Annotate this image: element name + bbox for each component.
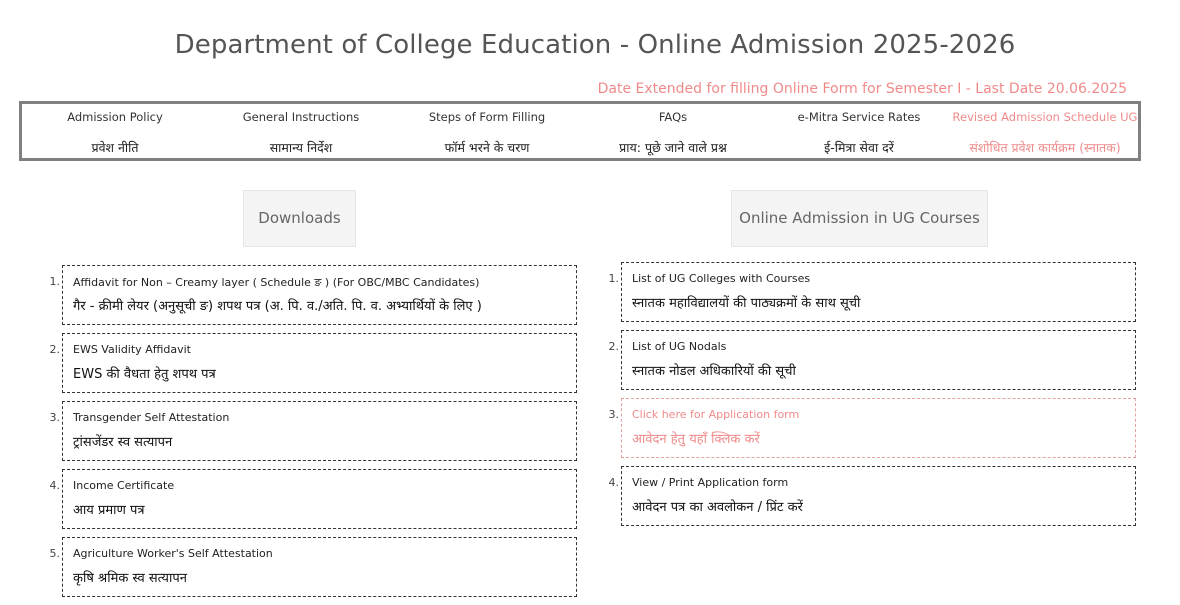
item-label-hi: गैर - क्रीमी लेयर (अनुसूची ङ) शपथ पत्र (अ. पि. व./अति. पि. व. अभ्यार्थियों के लिए ) [73,299,482,314]
list-item [605,330,1136,390]
item-label-hi: ट्रांसजेंडर स्व सत्यापन [73,435,173,450]
nav-label-hi: प्रवेश नीति [91,140,139,155]
item-number: 2. [49,343,60,356]
list-item [605,262,1136,322]
nav-label-en: Revised Admission Schedule UG [952,110,1138,124]
ug-nodals-list-link[interactable] [621,330,1136,390]
item-label-en: EWS Validity Affidavit [73,343,191,356]
admission-list [605,262,1136,534]
nav-emitra-rates[interactable] [766,104,952,158]
download-affidavit-noncreamy[interactable] [62,265,577,325]
top-nav [19,101,1141,161]
item-label-hi: आवेदन हेतु यहाँ क्लिक करें [632,432,760,447]
list-item [46,333,576,393]
nav-label-en: Admission Policy [67,110,163,124]
item-label-hi: आय प्रमाण पत्र [73,503,145,518]
item-label-hi: आवेदन पत्र का अवलोकन / प्रिंट करें [632,500,803,515]
download-agriculture-attestation[interactable] [62,537,577,597]
nav-label-hi: फॉर्म भरने के चरण [444,140,530,155]
item-label-en: Agriculture Worker's Self Attestation [73,547,273,560]
item-label-hi: स्नातक महाविद्यालयों की पाठ्यक्रमों के साथ सूची [632,296,861,311]
item-number: 1. [608,272,619,285]
item-label-hi: EWS की वैधता हेतु शपथ पत्र [73,367,216,382]
application-form-link[interactable] [621,398,1136,458]
nav-label-en: FAQs [658,110,688,124]
item-label-hi: कृषि श्रमिक स्व सत्यापन [73,571,187,586]
list-item [46,265,576,325]
list-item [605,466,1136,526]
list-item [46,401,576,461]
item-number: 4. [49,479,60,492]
nav-label-en: General Instructions [242,110,360,124]
item-number: 4. [608,476,619,489]
item-label-hi: स्नातक नोडल अधिकारियों की सूची [632,364,796,379]
item-number: 1. [49,275,60,288]
nav-revised-schedule[interactable] [952,104,1138,158]
item-label-en: Income Certificate [73,479,175,492]
nav-label-en: Steps of Form Filling [428,110,546,124]
nav-general-instructions[interactable] [208,104,394,158]
nav-label-hi: प्राय: पूछे जाने वाले प्रश्न [619,140,727,155]
nav-label-hi: ई-मित्रा सेवा दरें [824,140,894,155]
downloads-list [46,265,576,605]
deadline-notice: Date Extended for filling Online Form for Semester I - Last Date 20.06.2025 [597,81,1127,97]
nav-admission-policy[interactable] [22,104,208,158]
item-label-en: List of UG Colleges with Courses [632,272,811,285]
nav-faqs[interactable] [580,104,766,158]
item-label-en: Affidavit for Non – Creamy layer ( Schedule ङ ) (For OBC/MBC Candidates) [73,276,480,289]
nav-label-hi: सामान्य निर्देश [269,140,333,155]
item-number: 2. [608,340,619,353]
list-item [46,469,576,529]
item-label-en: Transgender Self Attestation [73,411,230,424]
downloads-button[interactable]: Downloads [243,190,356,247]
download-income-certificate[interactable] [62,469,577,529]
item-label-en: List of UG Nodals [632,340,727,353]
item-number: 3. [49,411,60,424]
item-number: 3. [608,408,619,421]
online-admission-button[interactable]: Online Admission in UG Courses [731,190,988,247]
list-item [605,398,1136,458]
nav-steps-form-filling[interactable] [394,104,580,158]
nav-label-en: e-Mitra Service Rates [797,110,921,124]
item-number: 5. [49,547,60,560]
download-transgender-attestation[interactable] [62,401,577,461]
ug-colleges-list-link[interactable] [621,262,1136,322]
nav-label-hi: संशोधित प्रवेश कार्यक्रम (स्नातक) [969,140,1121,155]
download-ews-affidavit[interactable] [62,333,577,393]
view-print-application-link[interactable] [621,466,1136,526]
item-label-en: View / Print Application form [632,476,789,489]
page-title: Department of College Education - Online Admission 2025-2026 [174,30,1016,60]
list-item [46,537,576,597]
item-label-en: Click here for Application form [632,408,800,421]
